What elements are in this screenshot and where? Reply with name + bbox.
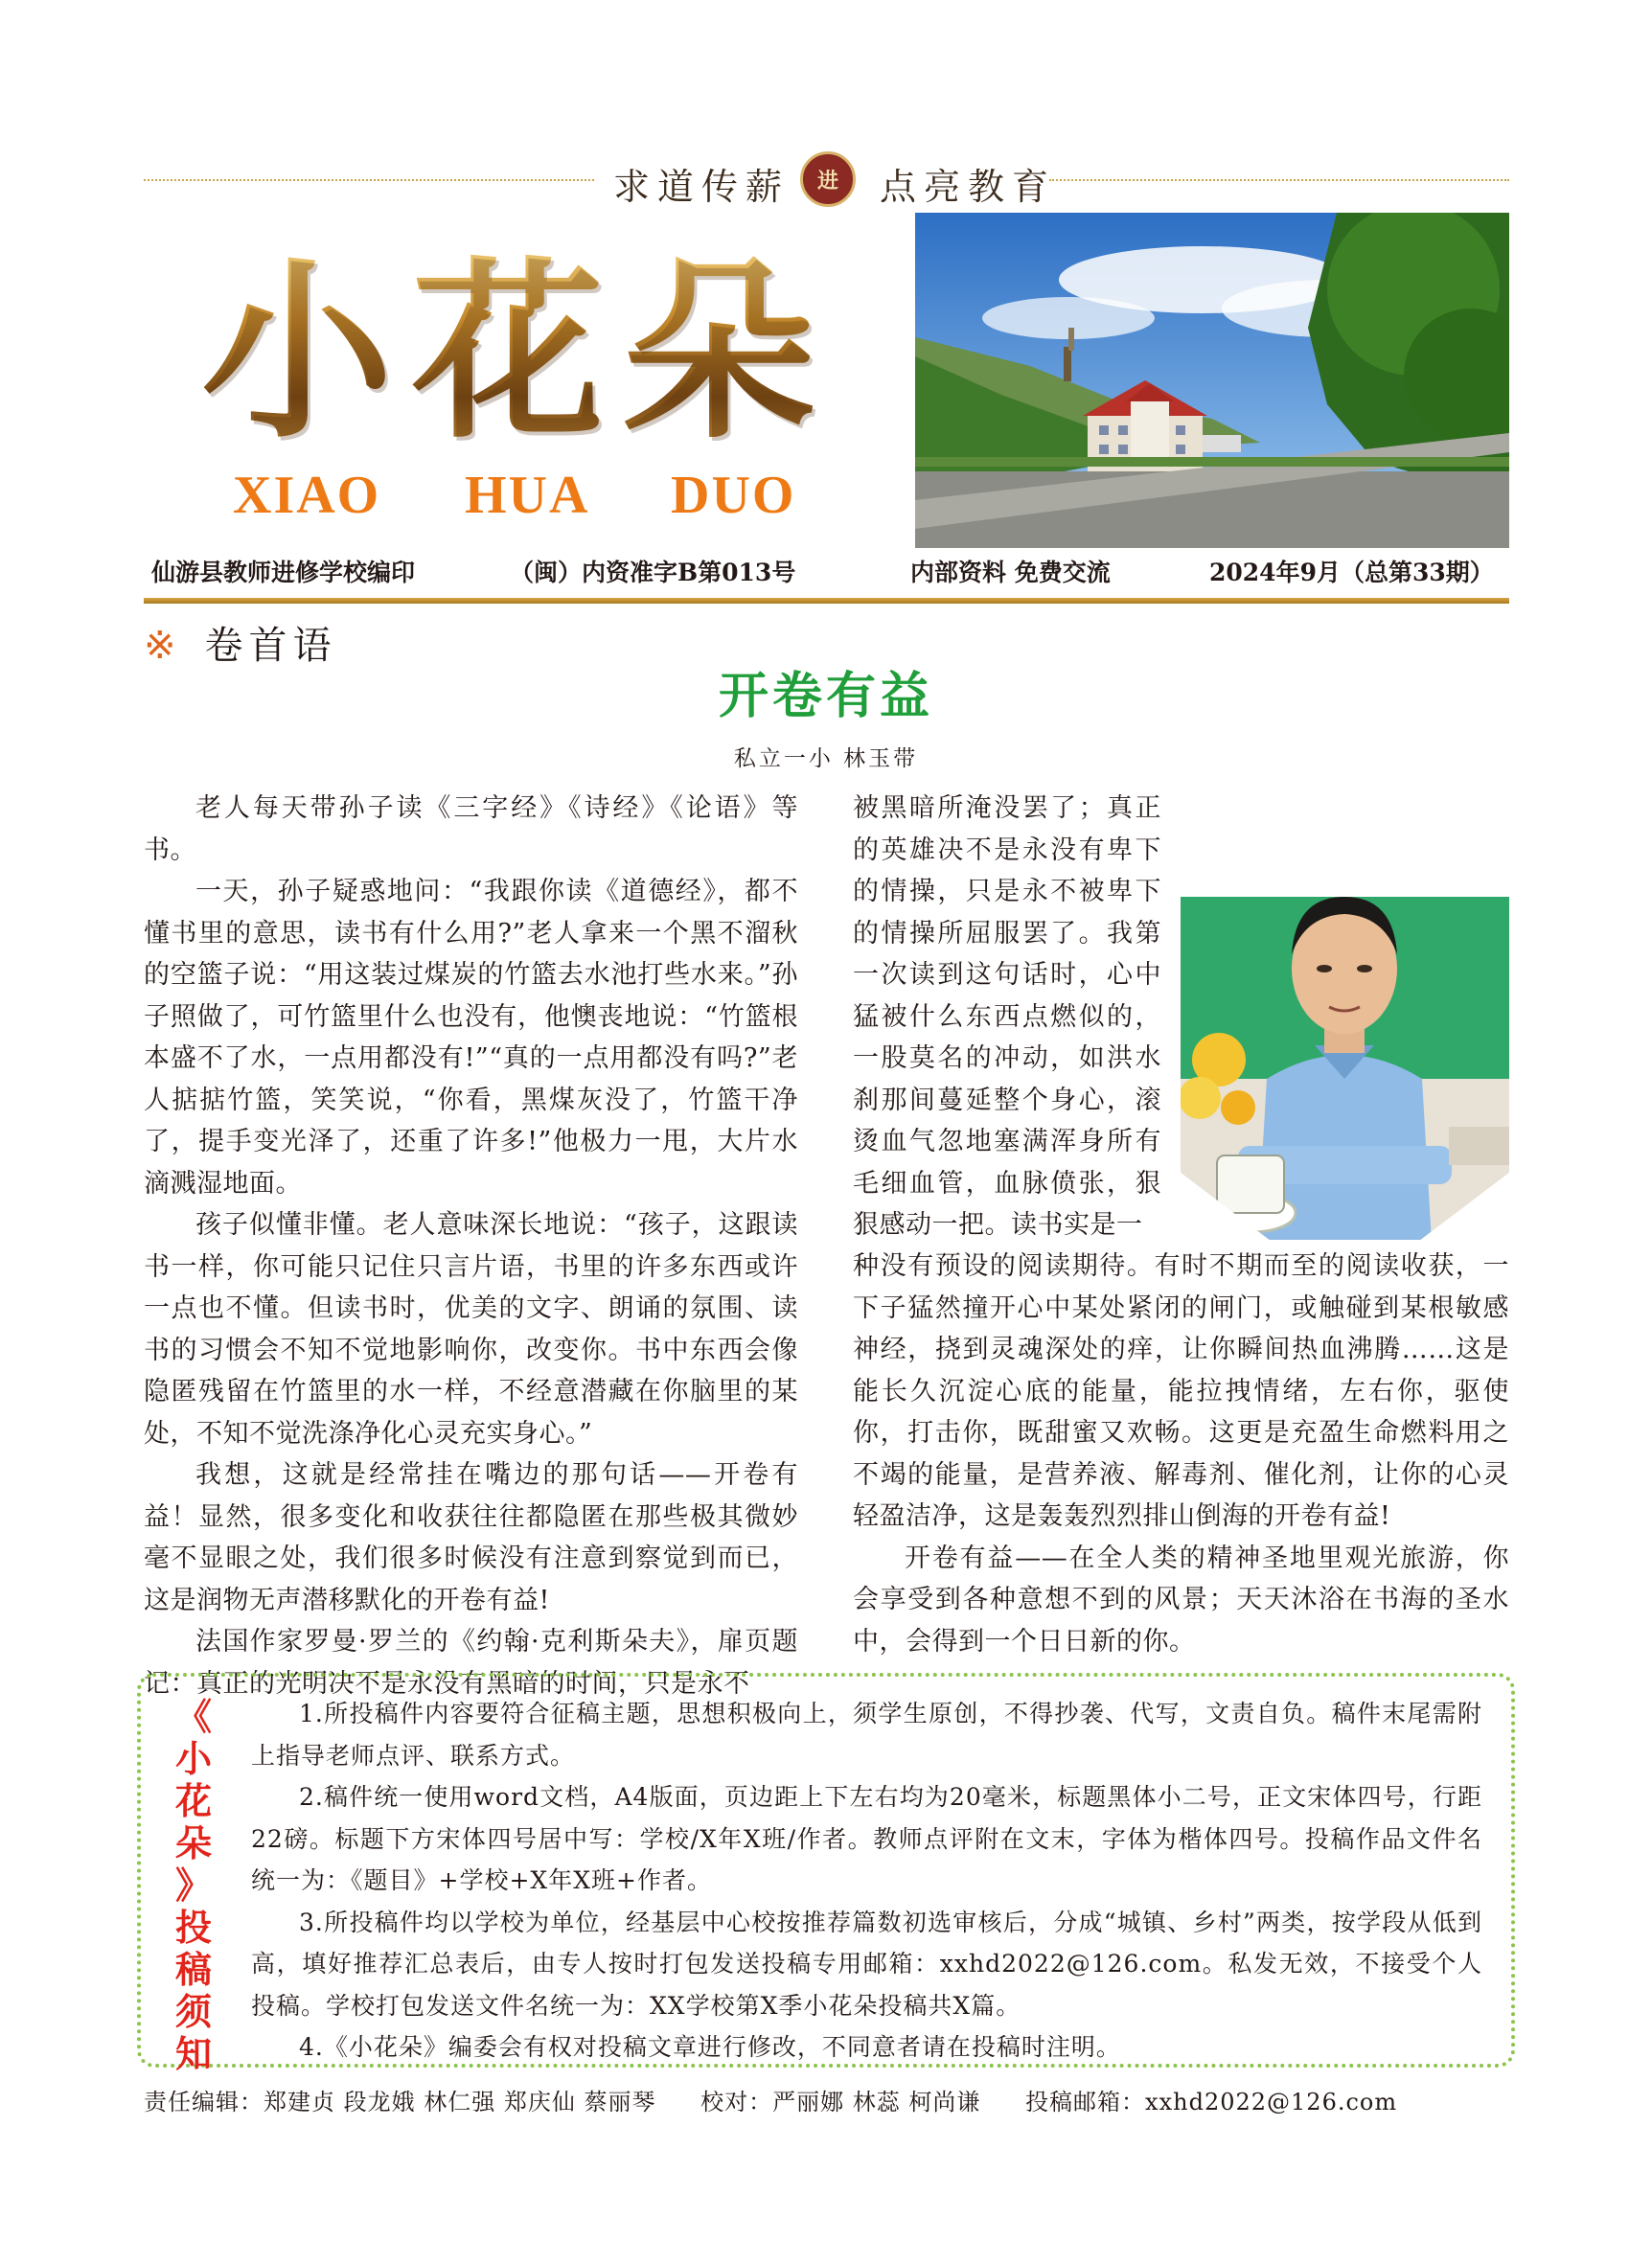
notice-item: 1.所投稿件内容要符合征稿主题，思想积极向上，须学生原创，不得抄袭、代写，文责自负。稿件末尾需附上指导老师点评、联系方式。 — [251, 1700, 1482, 1770]
pinyin-hua: HUA — [465, 466, 590, 525]
paragraph: 法国作家罗曼·罗兰的《约翰·克利斯朵夫》，扉页题记：真正的光明决不是永没有黑暗的时间，只是永不 — [144, 1627, 798, 1699]
paragraph: 孩子似懂非懂。老人意味深长地说：“孩子，这跟读书一样，你可能只记住只言片语，书里的许多东西或许一点也不懂。但读书时，优美的文字、朗诵的氛围、读书的习惯会不知不觉地影响你，改变你。书中东西会像隐匿残留在竹篮里的水一样，不经意潜藏在你脑里的某处，不知不觉洗涤净化心灵充实身心。” — [144, 1210, 798, 1449]
article-right-column-bottom — [853, 1246, 1509, 1662]
article-right-column-top — [853, 788, 1161, 1246]
article-byline: 私立一小 林玉带 — [733, 746, 919, 771]
notice-item: 2.稿件统一使用word文档，A4版面，页边距上下左右均为20毫米，标题黑体小二号，正文宋体四号，行距22磅。标题下方宋体四号居中写：学校/X年X班/作者。教师点评附在文末，字体为楷体四号。投稿作品文件名统一为：《题目》+学校+X年X班+作者。 — [251, 1783, 1482, 1894]
paragraph: 老人每天带孙子读《三字经》《诗经》《论语》等书。 — [144, 793, 798, 865]
notice-item: 4.《小花朵》编委会有权对投稿文章进行修改，不同意者请在投稿时注明。 — [299, 2033, 1121, 2061]
pinyin-xiao: XIAO — [233, 466, 381, 525]
masthead-divider — [144, 598, 1509, 604]
author-portrait-image — [1181, 791, 1509, 1240]
motto-right: 点亮教育 — [880, 166, 1057, 208]
paragraph: 一天，孙子疑惑地问：“我跟你读《道德经》，都不懂书里的意思，读书有什么用?”老人拿来一个黑不溜秋的空篮子说：“用这装过煤炭的竹篮去水池打些水来。”孙子照做了，可竹篮里什么也没有，他懊丧地说：“竹篮根本盛不了水，一点用都没有!”“真的一点用都没有吗?”老人掂掂竹篮，笑笑说，“你看，黑煤灰没了，竹篮干净了，提手变光泽了，还重了许多!”他极力一甩，大片水滴溅湿地面。 — [144, 877, 798, 1199]
heading-char: 《 — [174, 1696, 212, 1738]
permit-number: （闽）内资准字B第013号 — [510, 559, 796, 586]
footer-email: 投稿邮箱：xxhd2022@126.com — [1025, 2089, 1398, 2115]
heading-char: 朵 — [174, 1822, 212, 1864]
emblem-glyph: 进 — [816, 168, 838, 194]
issue-date: 2024年9月（总第33期） — [1209, 559, 1494, 586]
section-mark-icon: ※ — [144, 624, 182, 668]
section-title: 卷首语 — [204, 624, 337, 668]
motto-left: 求道传薪 — [613, 166, 791, 208]
masthead-logo: 小花朵 — [201, 240, 862, 465]
heading-char: 知 — [174, 2033, 212, 2075]
heading-char: 》 — [174, 1864, 212, 1907]
motto-row — [144, 151, 1509, 207]
heading-char: 须 — [174, 1991, 212, 2033]
paragraph: 我想，这就是经常挂在嘴边的那句话——开卷有益！显然，很多变化和收获往往都隐匿在那些极其微妙毫不显眼之处，我们很多时候没有注意到察觉到而已，这是润物无声潜移默化的开卷有益! — [144, 1460, 798, 1615]
pinyin-duo: DUO — [671, 466, 796, 525]
campus-photo-image — [915, 213, 1509, 548]
school-emblem-icon — [800, 151, 856, 207]
heading-char: 稿 — [174, 1949, 212, 1991]
heading-char: 小 — [174, 1738, 212, 1780]
notice-item: 3.所投稿件均以学校为单位，经基层中心校按推荐篇数初选审核后，分成“城镇、乡村”两类，按学段从低到高，填好推荐汇总表后，由专人按时打包发送投稿专用邮箱：xxhd2022@126.com。私发无效，不接受个人投稿。学校打包发送文件名统一为：XX学校第X季小花朵投稿共X篇。 — [251, 1908, 1482, 2020]
heading-char: 投 — [174, 1907, 212, 1949]
masthead-info-row — [144, 554, 1509, 592]
article-left-column — [144, 788, 798, 1704]
internal-note: 内部资料 免费交流 — [910, 559, 1111, 586]
footer-editors: 责任编辑：郑建贞 段龙娥 林仁强 郑庆仙 蔡丽琴 — [144, 2089, 656, 2115]
paragraph: 种没有预设的阅读期待。有时不期而至的阅读收获，一下子猛然撞开心中某处紧闭的闸门，或触碰到某根敏感神经，挠到灵魂深处的痒，让你瞬间热血沸腾……这是能长久沉淀心底的能量，能拉拽情绪，左右你，驱使你，打击你，既甜蜜又欢畅。这更是充盈生命燃料用之不竭的能量，是营养液、解毒剂、催化剂，让你的心灵轻盈洁净，这是轰轰烈烈排山倒海的开卷有益! — [853, 1251, 1509, 1531]
submission-notice-items — [251, 1693, 1482, 2069]
campus-photo — [915, 213, 1509, 548]
paragraph: 被黑暗所淹没罢了；真正的英雄决不是永没有卑下的情操，只是永不被卑下的情操所屈服罢了。我第一次读到这句话时，心中猛被什么东西点燃似的，一股莫名的冲动，如洪水刹那间蔓延整个身心，滚烫血气忽地塞满浑身所有毛细血管，血脉偾张，狠狠感动一把。读书实是一 — [853, 793, 1161, 1240]
article-title: 开卷有益 — [718, 668, 933, 725]
author-portrait — [1181, 791, 1509, 1240]
footer-credits — [144, 2083, 1533, 2116]
motto-rule-left — [144, 179, 594, 181]
motto-rule-right — [1049, 179, 1509, 181]
publisher: 仙游县教师进修学校编印 — [151, 559, 416, 586]
footer-proofread: 校对：严丽娜 林蕊 柯尚谦 — [700, 2089, 981, 2115]
submission-notice-heading — [168, 1696, 219, 2075]
paragraph: 开卷有益——在全人类的精神圣地里观光旅游，你会享受到各种意想不到的风景；天天沐浴在书海的圣水中，会得到一个日日新的你。 — [853, 1543, 1509, 1657]
heading-char: 花 — [174, 1780, 212, 1822]
